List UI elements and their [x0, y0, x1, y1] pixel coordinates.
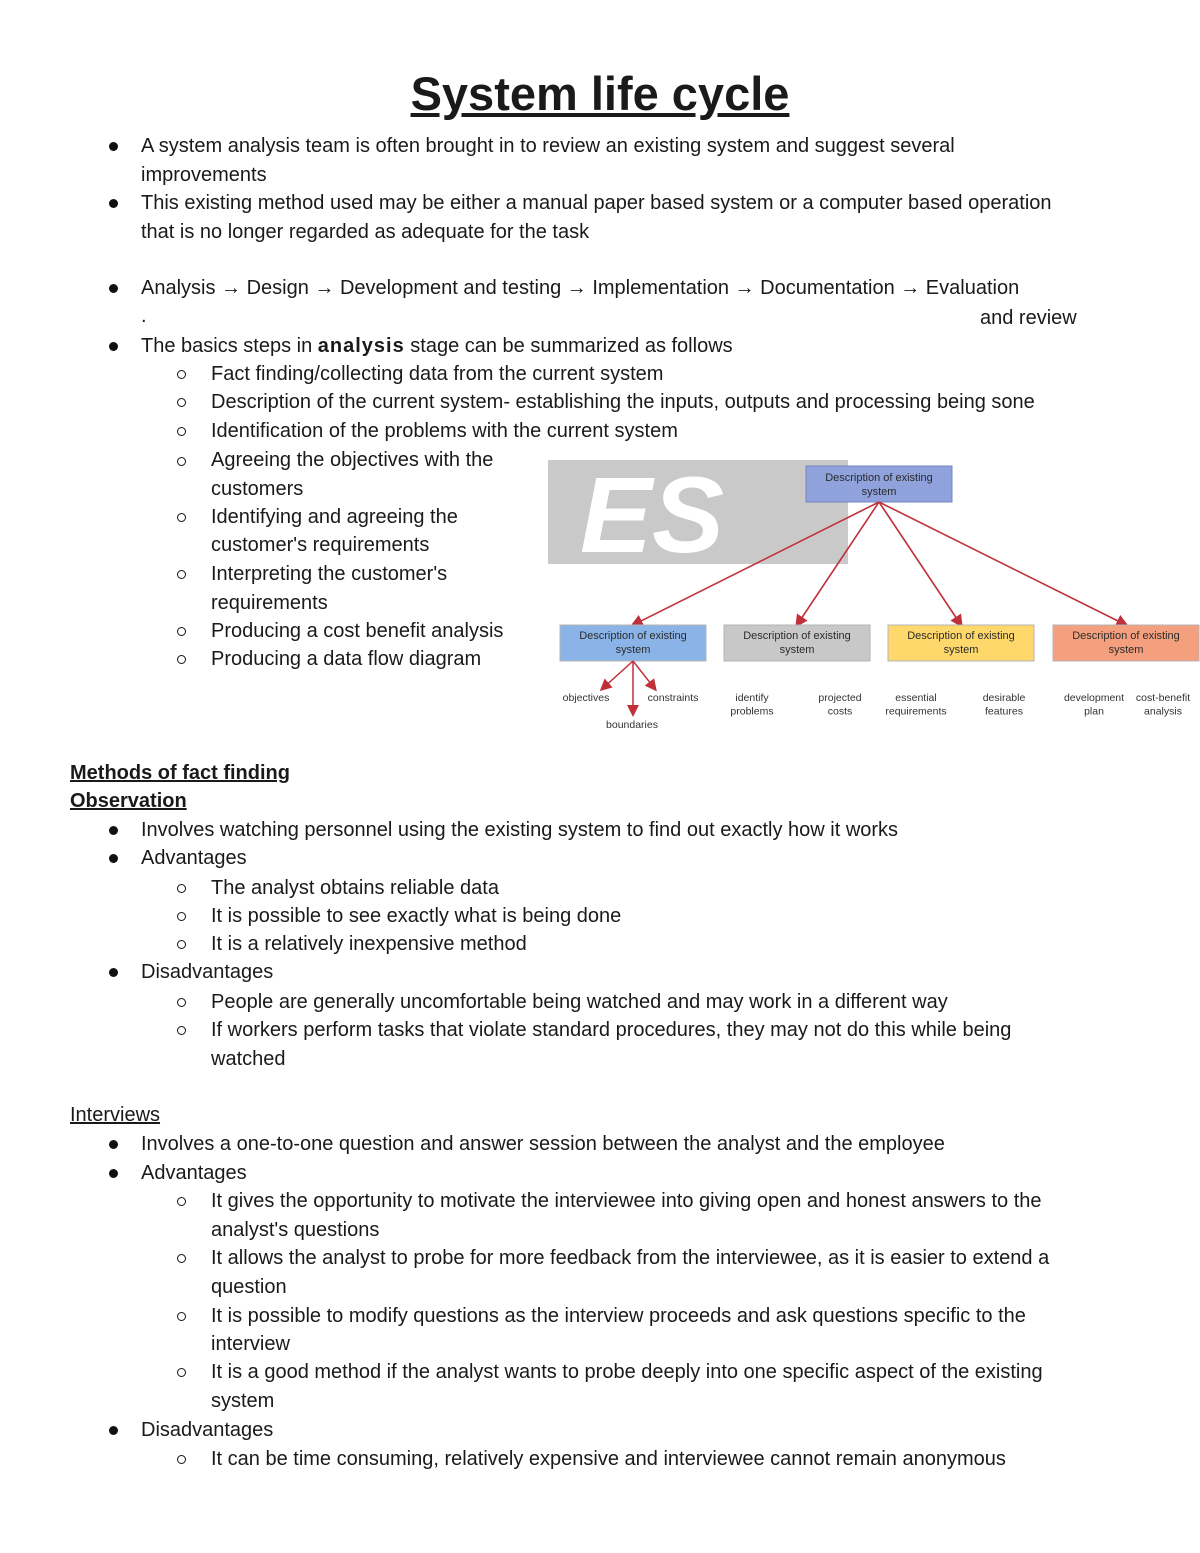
- bullet-dot: [109, 1426, 118, 1435]
- analysis-intro: [141, 332, 733, 360]
- leaf-label: desirable: [982, 692, 1026, 704]
- interviews-advantage-2-line-2: question: [211, 1276, 287, 1298]
- leaf-connector-arrow: [633, 661, 655, 689]
- bullet-dot: [109, 1169, 118, 1178]
- observation-advantage-3: It is a relatively inexpensive method: [211, 933, 527, 955]
- bullet-dot: [109, 826, 118, 835]
- observation-advantage-2: It is possible to see exactly what is being done: [211, 905, 622, 927]
- child-box-label: Description of existing: [907, 630, 1015, 642]
- tree-connector-arrow: [879, 502, 961, 625]
- bullet-dot: [109, 854, 118, 863]
- interviews-heading: Interviews: [70, 1104, 161, 1126]
- child-box-label: Description of existing: [579, 630, 687, 642]
- analysis-step-1: Fact finding/collecting data from the current system: [211, 363, 664, 385]
- leaf-label: essential: [895, 692, 937, 704]
- intro-bullet-2-line-1: This existing method used may be either a manual paper based system or a computer based operation: [141, 192, 1052, 214]
- interviews-advantage-3-line-2: interview: [211, 1333, 290, 1355]
- leaf-label: costs: [827, 705, 853, 718]
- child-box-label: system: [615, 644, 651, 656]
- bullet-dot: [109, 284, 118, 293]
- sub-bullet-ring: [177, 1368, 186, 1377]
- sub-bullet-ring: [177, 427, 186, 436]
- interviews-advantage-1-line-2: analyst's questions: [211, 1219, 380, 1241]
- analysis-intro-bold: analysis: [317, 335, 405, 357]
- interviews-advantage-4-line-2: system: [211, 1390, 275, 1412]
- sub-bullet-ring: [177, 457, 186, 466]
- sub-bullet-ring: [177, 570, 186, 579]
- leaf-label: boundaries: [606, 719, 658, 731]
- interviews-advantage-3-line-1: It is possible to modify questions as the interview proceeds and ask questions specific to the: [211, 1305, 1026, 1327]
- bullet-dot: [109, 199, 118, 208]
- root-box-label: Description of existing: [825, 472, 933, 484]
- leaf-label: problems: [730, 705, 774, 718]
- interviews-disadvantages-label: Disadvantages: [141, 1419, 274, 1441]
- sub-bullet-ring: [177, 1455, 186, 1464]
- analysis-intro-suffix: stage can be summarized as follows: [404, 335, 733, 357]
- observation-advantage-1: The analyst obtains reliable data: [211, 877, 499, 899]
- intro-bullet-1-line-2: improvements: [141, 164, 267, 186]
- interviews-advantage-4-line-1: It is a good method if the analyst wants to probe deeply into one specific aspect of the existing: [211, 1361, 1043, 1383]
- analysis-step-4-line-2: customers: [211, 478, 304, 500]
- child-box-label: system: [1108, 644, 1144, 656]
- leaf-label: plan: [1084, 705, 1104, 718]
- observation-disadvantage-2-line-1: If workers perform tasks that violate standard procedures, they may not do this while being: [211, 1019, 1012, 1041]
- interviews-advantages-label: Advantages: [141, 1162, 247, 1184]
- observation-disadvantages-label: Disadvantages: [141, 961, 274, 983]
- analysis-step-7: Producing a cost benefit analysis: [211, 620, 504, 642]
- sub-bullet-ring: [177, 1254, 186, 1263]
- analysis-step-5-line-1: Identifying and agreeing the: [211, 506, 458, 528]
- analysis-step-2: Description of the current system- establishing the inputs, outputs and processing being sone: [211, 391, 1035, 413]
- leaf-connector-arrow: [602, 661, 633, 689]
- interviews-advantage-1-line-1: It gives the opportunity to motivate the interviewee into giving open and honest answers to the: [211, 1190, 1042, 1212]
- root-box-label: system: [861, 486, 897, 498]
- sub-bullet-ring: [177, 1026, 186, 1035]
- interviews-advantage-2-line-1: It allows the analyst to probe for more feedback from the interviewee, as it is easier to extend a: [211, 1247, 1050, 1269]
- sub-bullet-ring: [177, 398, 186, 407]
- analysis-step-8: Producing a data flow diagram: [211, 648, 482, 670]
- sub-bullet-ring: [177, 627, 186, 636]
- analysis-step-4-line-1: Agreeing the objectives with the: [211, 449, 494, 471]
- sub-bullet-ring: [177, 655, 186, 664]
- page-title: System life cycle: [410, 67, 790, 120]
- watermark-text: ES: [580, 460, 725, 575]
- leaf-label: constraints: [647, 692, 699, 704]
- bullet-dot: [109, 342, 118, 351]
- child-box-label: system: [943, 644, 979, 656]
- observation-heading: Observation: [70, 790, 187, 812]
- analysis-step-6-line-1: Interpreting the customer's: [211, 563, 448, 585]
- child-box-label: Description of existing: [1072, 630, 1180, 642]
- sub-bullet-ring: [177, 1197, 186, 1206]
- leaf-label: projected: [818, 692, 862, 704]
- intro-bullet-1-line-1: A system analysis team is often brought in to review an existing system and suggest several: [141, 135, 955, 157]
- sub-bullet-ring: [177, 998, 186, 1007]
- leaf-label: identify: [735, 692, 769, 704]
- stages-dot: .: [141, 305, 147, 327]
- leaf-label: analysis: [1144, 705, 1182, 718]
- leaf-label: requirements: [885, 705, 947, 718]
- methods-heading: Methods of fact finding: [70, 762, 290, 784]
- leaf-label: cost-benefit: [1135, 692, 1191, 704]
- stages-line-2: and review: [980, 307, 1077, 329]
- analysis-tree-diagram: [548, 460, 1200, 740]
- bullet-dot: [109, 1140, 118, 1149]
- stages-line-1: Analysis → Design → Development and testing → Implementation → Documentation → Evaluation: [141, 277, 1020, 299]
- observation-advantages-label: Advantages: [141, 847, 247, 869]
- observation-disadvantage-2-line-2: watched: [211, 1048, 286, 1070]
- sub-bullet-ring: [177, 940, 186, 949]
- sub-bullet-ring: [177, 912, 186, 921]
- intro-bullet-2-line-2: that is no longer regarded as adequate for the task: [141, 221, 590, 243]
- sub-bullet-ring: [177, 1312, 186, 1321]
- observation-disadvantage-1: People are generally uncomfortable being watched and may work in a different way: [211, 991, 948, 1013]
- child-box-label: system: [779, 644, 815, 656]
- bullet-dot: [109, 142, 118, 151]
- analysis-step-6-line-2: requirements: [211, 592, 328, 614]
- diagram-svg: [548, 460, 1200, 740]
- analysis-step-3: Identification of the problems with the current system: [211, 420, 678, 442]
- interviews-description: Involves a one-to-one question and answer session between the analyst and the employee: [141, 1133, 945, 1155]
- bullet-dot: [109, 968, 118, 977]
- analysis-intro-prefix: The basics steps in: [141, 335, 318, 357]
- leaf-label: development: [1063, 692, 1125, 704]
- analysis-step-5-line-2: customer's requirements: [211, 534, 430, 556]
- observation-description: Involves watching personnel using the existing system to find out exactly how it works: [141, 819, 899, 841]
- interviews-disadvantage-1: It can be time consuming, relatively expensive and interviewee cannot remain anonymous: [211, 1448, 1006, 1470]
- child-box-label: Description of existing: [743, 630, 851, 642]
- leaf-label: features: [985, 705, 1023, 718]
- sub-bullet-ring: [177, 513, 186, 522]
- tree-connector-arrow: [879, 502, 1126, 625]
- sub-bullet-ring: [177, 884, 186, 893]
- leaf-label: objectives: [562, 692, 610, 704]
- sub-bullet-ring: [177, 370, 186, 379]
